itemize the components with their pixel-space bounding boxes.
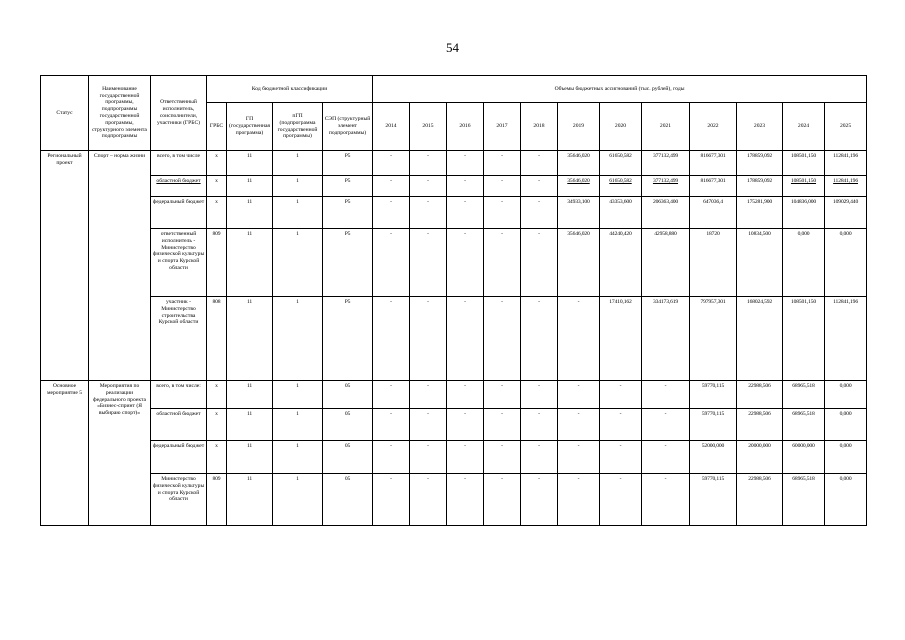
header-year: 2018 <box>521 103 558 151</box>
cell-value: - <box>447 409 484 441</box>
cell-value: 175281,900 <box>737 197 783 229</box>
cell-value: 108501,150 <box>783 297 825 381</box>
cell-value: 112841,196 <box>825 151 867 176</box>
cell-value: - <box>558 381 600 409</box>
cell-value: 59770,115 <box>690 474 737 526</box>
cell-value: 377132,499 <box>642 176 690 197</box>
cell-grbs: х <box>207 176 227 197</box>
header-year: 2021 <box>642 103 690 151</box>
header-year: 2015 <box>410 103 447 151</box>
header-year: 2014 <box>373 103 410 151</box>
cell-value: 22988,506 <box>737 409 783 441</box>
row-responsible: всего, в том числе <box>151 151 207 176</box>
cell-pgp: 1 <box>273 176 323 197</box>
cell-pgp: 1 <box>273 151 323 176</box>
cell-gp: 11 <box>227 381 273 409</box>
header-year: 2024 <box>783 103 825 151</box>
cell-value: 20000,000 <box>737 441 783 474</box>
cell-value: 35646,020 <box>558 151 600 176</box>
header-kbk-pgp: пГП (подпрограмма государственной программы) <box>273 103 323 151</box>
cell-value: 0,000 <box>825 381 867 409</box>
cell-value: - <box>373 409 410 441</box>
row-responsible: всего, в том числе: <box>151 381 207 409</box>
cell-pgp: 1 <box>273 474 323 526</box>
cell-value: - <box>642 409 690 441</box>
cell-value: 109029,440 <box>825 197 867 229</box>
cell-value: 34933,100 <box>558 197 600 229</box>
cell-value: - <box>373 474 410 526</box>
cell-value: 17410,162 <box>600 297 642 381</box>
cell-value: - <box>521 297 558 381</box>
cell-value: 35646,020 <box>558 176 600 197</box>
cell-grbs: 809 <box>207 229 227 297</box>
table-row <box>41 197 867 229</box>
cell-value: 42958,880 <box>642 229 690 297</box>
cell-value: 43353,600 <box>600 197 642 229</box>
cell-value: - <box>410 151 447 176</box>
cell-value: 112841,196 <box>825 176 867 197</box>
cell-value: 377132,499 <box>642 151 690 176</box>
cell-gp: 11 <box>227 441 273 474</box>
cell-sep: Р5 <box>323 229 373 297</box>
cell-pgp: 1 <box>273 229 323 297</box>
cell-value: - <box>484 409 521 441</box>
header-kbk-sep: СЭП (структурный элемент подпрограммы) <box>323 103 373 151</box>
cell-value: - <box>558 409 600 441</box>
cell-value: - <box>642 441 690 474</box>
cell-value: - <box>447 197 484 229</box>
cell-value: - <box>484 297 521 381</box>
cell-value: - <box>600 474 642 526</box>
cell-value: 68965,518 <box>783 474 825 526</box>
cell-value: - <box>558 441 600 474</box>
table-row <box>41 409 867 441</box>
cell-value: - <box>484 176 521 197</box>
header-year: 2019 <box>558 103 600 151</box>
cell-value: 61650,582 <box>600 176 642 197</box>
cell-value: - <box>600 441 642 474</box>
page-number: 54 <box>446 40 459 55</box>
cell-value: - <box>410 409 447 441</box>
cell-value: 816677,301 <box>690 151 737 176</box>
header-year: 2017 <box>484 103 521 151</box>
cell-value: - <box>447 151 484 176</box>
cell-value: 178859,092 <box>737 176 783 197</box>
cell-sep: 05 <box>323 381 373 409</box>
cell-value: - <box>373 297 410 381</box>
cell-value: - <box>410 441 447 474</box>
cell-value: - <box>521 176 558 197</box>
cell-value: 112841,196 <box>825 297 867 381</box>
cell-sep: Р5 <box>323 151 373 176</box>
cell-value: - <box>373 381 410 409</box>
cell-value: - <box>373 441 410 474</box>
cell-value: 59770,115 <box>690 381 737 409</box>
header-year: 2020 <box>600 103 642 151</box>
cell-value: - <box>600 381 642 409</box>
cell-value: - <box>484 151 521 176</box>
cell-value: 44240,420 <box>600 229 642 297</box>
header-year: 2022 <box>690 103 737 151</box>
cell-grbs: х <box>207 197 227 229</box>
header-volume-group: Объемы бюджетных ассигнований (тыс. рублей), годы <box>373 76 867 103</box>
cell-value: - <box>447 381 484 409</box>
cell-value: 59770,115 <box>690 409 737 441</box>
cell-value: - <box>521 409 558 441</box>
cell-value: - <box>373 229 410 297</box>
cell-value: 68965,518 <box>783 381 825 409</box>
cell-value: - <box>410 474 447 526</box>
cell-value: 60000,000 <box>783 441 825 474</box>
cell-value: - <box>447 474 484 526</box>
table-row <box>41 441 867 474</box>
cell-pgp: 1 <box>273 381 323 409</box>
section-status: Региональный проект <box>41 151 89 381</box>
cell-grbs: х <box>207 381 227 409</box>
cell-value: - <box>373 176 410 197</box>
cell-value: 0,000 <box>825 229 867 297</box>
cell-sep: 05 <box>323 441 373 474</box>
cell-grbs: 809 <box>207 474 227 526</box>
cell-sep: 05 <box>323 409 373 441</box>
cell-value: 108501,150 <box>783 151 825 176</box>
cell-value: - <box>558 474 600 526</box>
cell-pgp: 1 <box>273 441 323 474</box>
row-responsible: Министерство физической культуры и спорта Курской области <box>151 474 207 526</box>
cell-value: 168024,592 <box>737 297 783 381</box>
header-kbk-grbs: ГРБС <box>207 103 227 151</box>
cell-sep: Р5 <box>323 197 373 229</box>
cell-value: - <box>484 381 521 409</box>
cell-value: - <box>484 441 521 474</box>
cell-gp: 11 <box>227 409 273 441</box>
cell-gp: 11 <box>227 197 273 229</box>
table-row <box>41 297 867 381</box>
cell-sep: Р5 <box>323 297 373 381</box>
header-responsible: Ответственный исполнитель, соисполнители, участники (ГРБС) <box>151 76 207 151</box>
cell-value: 0,000 <box>825 409 867 441</box>
row-responsible: участник - Министерство строительства Курской области <box>151 297 207 381</box>
row-responsible: федеральный бюджет <box>151 197 207 229</box>
cell-gp: 11 <box>227 474 273 526</box>
cell-value: 104836,000 <box>783 197 825 229</box>
cell-value: 647036,4 <box>690 197 737 229</box>
cell-value: 35646,020 <box>558 229 600 297</box>
cell-grbs: х <box>207 441 227 474</box>
cell-value: - <box>484 229 521 297</box>
cell-value: - <box>410 229 447 297</box>
cell-value: 52000,000 <box>690 441 737 474</box>
cell-value: - <box>410 197 447 229</box>
cell-value: 108501,150 <box>783 176 825 197</box>
table-row <box>41 151 867 176</box>
cell-value: - <box>373 151 410 176</box>
table-row <box>41 381 867 409</box>
cell-value: - <box>410 381 447 409</box>
cell-gp: 11 <box>227 176 273 197</box>
section-name: Мероприятия по реализации федерального проекта «Бизнес-спринт (Я выбираю спорт)» <box>89 381 151 526</box>
row-responsible: областной бюджет <box>151 409 207 441</box>
header-year: 2023 <box>737 103 783 151</box>
cell-gp: 11 <box>227 297 273 381</box>
cell-value: - <box>410 176 447 197</box>
cell-sep: 05 <box>323 474 373 526</box>
header-year: 2016 <box>447 103 484 151</box>
cell-value: - <box>521 197 558 229</box>
row-responsible: федеральный бюджет <box>151 441 207 474</box>
table-row <box>41 176 867 197</box>
cell-value: - <box>642 474 690 526</box>
cell-grbs: 808 <box>207 297 227 381</box>
cell-value: 10834,500 <box>737 229 783 297</box>
table-row <box>41 474 867 526</box>
cell-value: - <box>642 381 690 409</box>
cell-value: 816677,301 <box>690 176 737 197</box>
cell-grbs: х <box>207 409 227 441</box>
section-name: Спорт – норма жизни <box>89 151 151 381</box>
cell-value: - <box>447 441 484 474</box>
cell-value: 22988,506 <box>737 381 783 409</box>
row-responsible: ответственный исполнитель - Министерство физической культуры и спорта Курской области <box>151 229 207 297</box>
cell-value: - <box>447 229 484 297</box>
section-status: Основное мероприятие 5 <box>41 381 89 526</box>
cell-pgp: 1 <box>273 297 323 381</box>
cell-value: 61650,582 <box>600 151 642 176</box>
cell-value: 0,000 <box>783 229 825 297</box>
cell-value: - <box>521 229 558 297</box>
cell-value: - <box>521 151 558 176</box>
header-name: Наименование государственной программы, подпрограммы государственной программы, структурного элемента подпрограммы <box>89 76 151 151</box>
cell-value: - <box>410 297 447 381</box>
cell-value: - <box>373 197 410 229</box>
cell-value: - <box>484 197 521 229</box>
cell-value: - <box>521 381 558 409</box>
cell-value: 178859,092 <box>737 151 783 176</box>
cell-value: 22988,506 <box>737 474 783 526</box>
header-year: 2025 <box>825 103 867 151</box>
cell-value: - <box>600 409 642 441</box>
cell-value: - <box>447 176 484 197</box>
cell-value: 0,000 <box>825 474 867 526</box>
cell-value: 68965,518 <box>783 409 825 441</box>
cell-grbs: х <box>207 151 227 176</box>
cell-value: - <box>521 441 558 474</box>
cell-value: - <box>484 474 521 526</box>
header-status: Статус <box>41 76 89 151</box>
cell-value: 206363,400 <box>642 197 690 229</box>
cell-value: - <box>558 297 600 381</box>
cell-value: - <box>521 474 558 526</box>
budget-table <box>40 75 867 526</box>
cell-pgp: 1 <box>273 197 323 229</box>
table-row <box>41 229 867 297</box>
cell-pgp: 1 <box>273 409 323 441</box>
header-kbk-gp: ГП (государственная программа) <box>227 103 273 151</box>
cell-value: 0,000 <box>825 441 867 474</box>
cell-gp: 11 <box>227 229 273 297</box>
row-responsible: областной бюджет <box>151 176 207 197</box>
cell-value: 334173,619 <box>642 297 690 381</box>
cell-value: - <box>447 297 484 381</box>
cell-value: 18720 <box>690 229 737 297</box>
header-kbk-group: Код бюджетной классификации <box>207 76 373 103</box>
cell-sep: Р5 <box>323 176 373 197</box>
cell-gp: 11 <box>227 151 273 176</box>
cell-value: 797957,301 <box>690 297 737 381</box>
